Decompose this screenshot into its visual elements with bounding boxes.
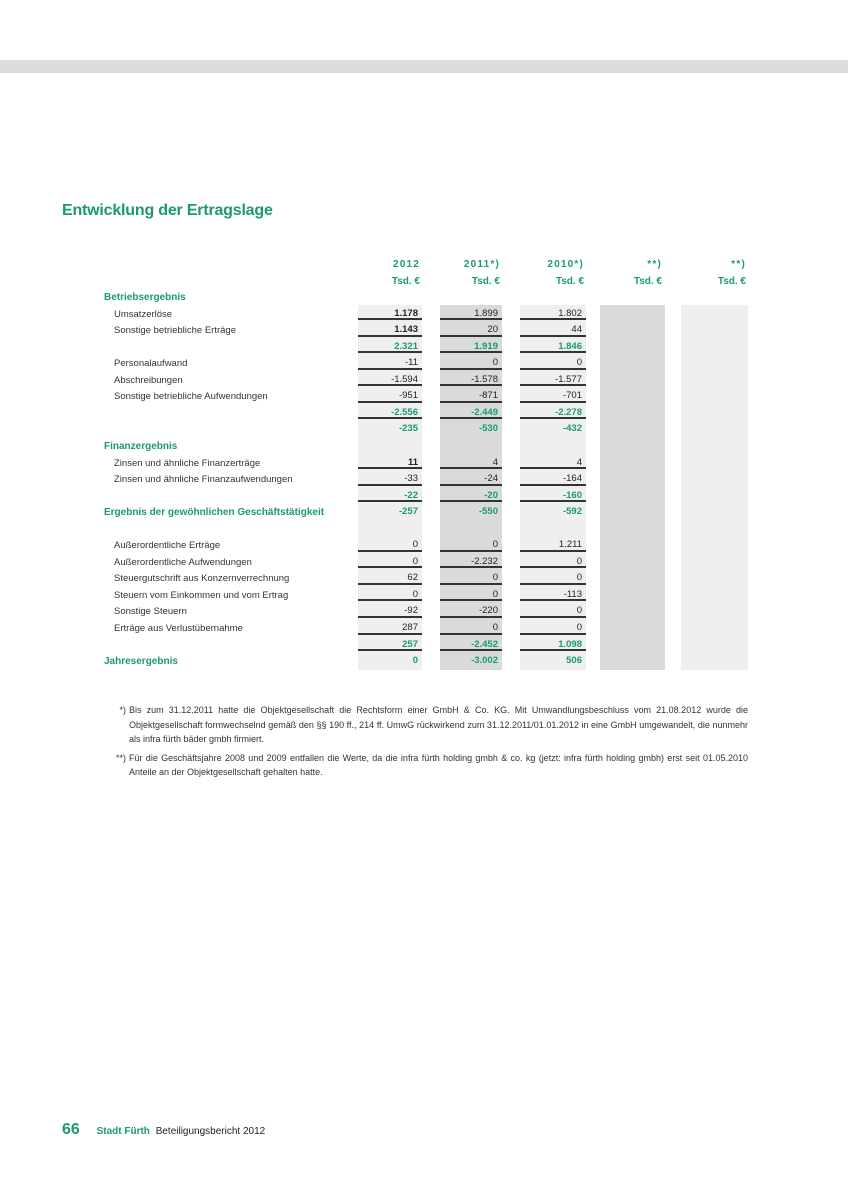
value-cell: -3.002 bbox=[471, 655, 498, 667]
value-cell: -20 bbox=[440, 488, 502, 503]
value-cell: 20 bbox=[440, 322, 502, 337]
column-unit: Tsd. € bbox=[633, 276, 662, 287]
column-year: 2012 bbox=[392, 259, 420, 270]
value-cell: 0 bbox=[440, 620, 502, 635]
value-cell: 0 bbox=[440, 537, 502, 552]
table-row bbox=[0, 355, 848, 372]
row-label: Abschreibungen bbox=[114, 374, 183, 386]
column-unit: Tsd. € bbox=[391, 276, 420, 287]
value-cell: 0 bbox=[520, 554, 586, 569]
column-unit: Tsd. € bbox=[471, 276, 500, 287]
value-cell: -550 bbox=[478, 506, 498, 518]
row-label: Betriebsergebnis bbox=[104, 292, 186, 303]
row-label: Zinsen und ähnliche Finanzerträge bbox=[114, 457, 261, 469]
row-label: Steuern vom Einkommen und vom Ertrag bbox=[114, 589, 289, 601]
value-cell: 1.802 bbox=[520, 306, 586, 321]
row-label: Zinsen und ähnliche Finanzaufwendungen bbox=[114, 474, 293, 486]
footnote bbox=[108, 751, 748, 780]
value-cell: -701 bbox=[520, 388, 586, 403]
page-number: 66 bbox=[62, 1121, 80, 1138]
subtotal-row bbox=[0, 405, 848, 422]
value-cell: 506 bbox=[566, 655, 582, 667]
value-cell: -592 bbox=[562, 506, 582, 518]
value-cell: -432 bbox=[562, 423, 582, 435]
value-cell: -1.594 bbox=[358, 372, 422, 387]
footnote-marker: **) bbox=[115, 752, 126, 763]
subtotal-row bbox=[0, 339, 848, 356]
column-year: **) bbox=[731, 259, 746, 270]
table-row bbox=[0, 521, 848, 538]
value-cell: 4 bbox=[520, 455, 586, 470]
value-cell: -220 bbox=[440, 603, 502, 618]
value-cell: -2.556 bbox=[358, 405, 422, 420]
table-row bbox=[0, 587, 848, 604]
value-cell: 257 bbox=[358, 637, 422, 652]
table-row bbox=[0, 372, 848, 389]
value-cell: -530 bbox=[478, 423, 498, 435]
column-year: 2010*) bbox=[547, 259, 584, 270]
row-label: Außerordentliche Aufwendungen bbox=[114, 556, 252, 568]
value-cell: 0 bbox=[440, 355, 502, 370]
value-cell: 2.321 bbox=[358, 339, 422, 354]
subtotal-row bbox=[0, 421, 848, 438]
row-label: Sonstige betriebliche Erträge bbox=[114, 325, 236, 337]
value-cell: 4 bbox=[440, 455, 502, 470]
value-cell: 0 bbox=[440, 587, 502, 602]
value-cell: -2.278 bbox=[520, 405, 586, 420]
table-row bbox=[0, 388, 848, 405]
value-cell: -160 bbox=[520, 488, 586, 503]
table-row bbox=[0, 455, 848, 472]
table-row bbox=[0, 603, 848, 620]
value-cell: 287 bbox=[358, 620, 422, 635]
row-label: Steuergutschrift aus Konzernverrechnung bbox=[114, 573, 290, 585]
value-cell: 0 bbox=[412, 655, 418, 667]
table-row bbox=[0, 537, 848, 554]
value-cell: -1.577 bbox=[520, 372, 586, 387]
row-label: Sonstige Steuern bbox=[114, 606, 187, 618]
row-label: Jahresergebnis bbox=[104, 656, 178, 668]
page-title: Entwicklung der Ertragslage bbox=[62, 202, 273, 219]
value-cell: -11 bbox=[358, 355, 422, 370]
value-cell: -113 bbox=[520, 587, 586, 602]
section-row bbox=[0, 438, 848, 455]
column-year: **) bbox=[647, 259, 662, 270]
column-unit: Tsd. € bbox=[555, 276, 584, 287]
footnote-text: Für die Geschäftsjahre 2008 und 2009 entfallen die Werte, da die infra fürth holding gmbh & co. kg (jetzt: infra fürth holding gmbh) erst seit 01.05.2010 Anteile an der Objektgesellschaft gehalten hatte. bbox=[129, 752, 748, 777]
footnote-marker: *) bbox=[119, 705, 126, 715]
row-label: Erträge aus Verlustübernahme bbox=[114, 623, 243, 634]
value-cell: -951 bbox=[358, 388, 422, 403]
row-label: Ergebnis der gewöhnlichen Geschäftstätigkeit bbox=[104, 507, 325, 519]
column-year: 2011*) bbox=[463, 259, 500, 270]
footnote-text: Bis zum 31.12.2011 hatte die Objektgesellschaft die Rechtsform einer GmbH & Co. KG. Mit Umwandlungsbeschluss vom 21.08.2012 wurde die Objektgesellschaft formwechselnd gemäß den §§ 190 ff., 214 ff. UmwG rückwirkend zum 31.12.2011/01.01.2012 in eine GmbH umgewandelt, die nunmehr als infra fürth bäder gmbh firmiert. bbox=[129, 705, 748, 744]
row-label: Personalaufwand bbox=[114, 358, 188, 370]
column-unit: Tsd. € bbox=[717, 276, 746, 287]
value-cell: -24 bbox=[440, 471, 502, 486]
value-cell: 0 bbox=[520, 603, 586, 618]
value-cell: 0 bbox=[520, 570, 586, 585]
value-cell: -22 bbox=[358, 488, 422, 503]
value-cell: 62 bbox=[358, 570, 422, 585]
subtotal-row bbox=[0, 488, 848, 505]
table-row bbox=[0, 306, 848, 323]
value-cell: -871 bbox=[440, 388, 502, 403]
value-cell: 1.846 bbox=[520, 339, 586, 354]
section-row bbox=[0, 504, 848, 521]
value-cell: 1.211 bbox=[520, 537, 586, 552]
footnotes bbox=[108, 703, 748, 784]
page-footer bbox=[62, 1121, 265, 1139]
value-cell: 1.919 bbox=[440, 339, 502, 354]
value-cell: -92 bbox=[358, 603, 422, 618]
table-row bbox=[0, 554, 848, 571]
row-label: Sonstige betriebliche Aufwendungen bbox=[114, 391, 268, 403]
table-row bbox=[0, 471, 848, 488]
value-cell: 1.143 bbox=[358, 322, 422, 337]
subtotal-row bbox=[0, 637, 848, 654]
value-cell: -33 bbox=[358, 471, 422, 486]
value-cell: 0 bbox=[520, 620, 586, 635]
row-label: Außerordentliche Erträge bbox=[114, 540, 221, 552]
value-cell: -235 bbox=[398, 423, 418, 435]
top-bar bbox=[0, 60, 848, 73]
footer-document: Beteiligungsbericht 2012 bbox=[155, 1126, 266, 1137]
value-cell: 0 bbox=[520, 355, 586, 370]
value-cell: -164 bbox=[520, 471, 586, 486]
value-cell: -2.232 bbox=[440, 554, 502, 569]
value-cell: 0 bbox=[358, 554, 422, 569]
value-cell: 44 bbox=[520, 322, 586, 337]
row-label: Umsatzerlöse bbox=[114, 308, 173, 320]
value-cell: 1.178 bbox=[358, 306, 422, 321]
value-cell: 1.098 bbox=[520, 637, 586, 652]
value-cell: -2.449 bbox=[440, 405, 502, 420]
section-row bbox=[0, 289, 848, 306]
value-cell: 0 bbox=[440, 570, 502, 585]
value-cell: -2.452 bbox=[440, 637, 502, 652]
value-cell: 1.899 bbox=[440, 306, 502, 321]
value-cell: 11 bbox=[358, 455, 422, 470]
section-row bbox=[0, 653, 848, 670]
table-row bbox=[0, 570, 848, 587]
row-label: Finanzergebnis bbox=[104, 440, 178, 452]
table-row bbox=[0, 322, 848, 339]
table-row bbox=[0, 620, 848, 637]
value-cell: -1.578 bbox=[440, 372, 502, 387]
footer-brand: Stadt Fürth bbox=[96, 1126, 150, 1137]
footnote bbox=[108, 703, 748, 747]
value-cell: -257 bbox=[398, 506, 418, 518]
value-cell: 0 bbox=[358, 587, 422, 602]
value-cell: 0 bbox=[358, 537, 422, 552]
